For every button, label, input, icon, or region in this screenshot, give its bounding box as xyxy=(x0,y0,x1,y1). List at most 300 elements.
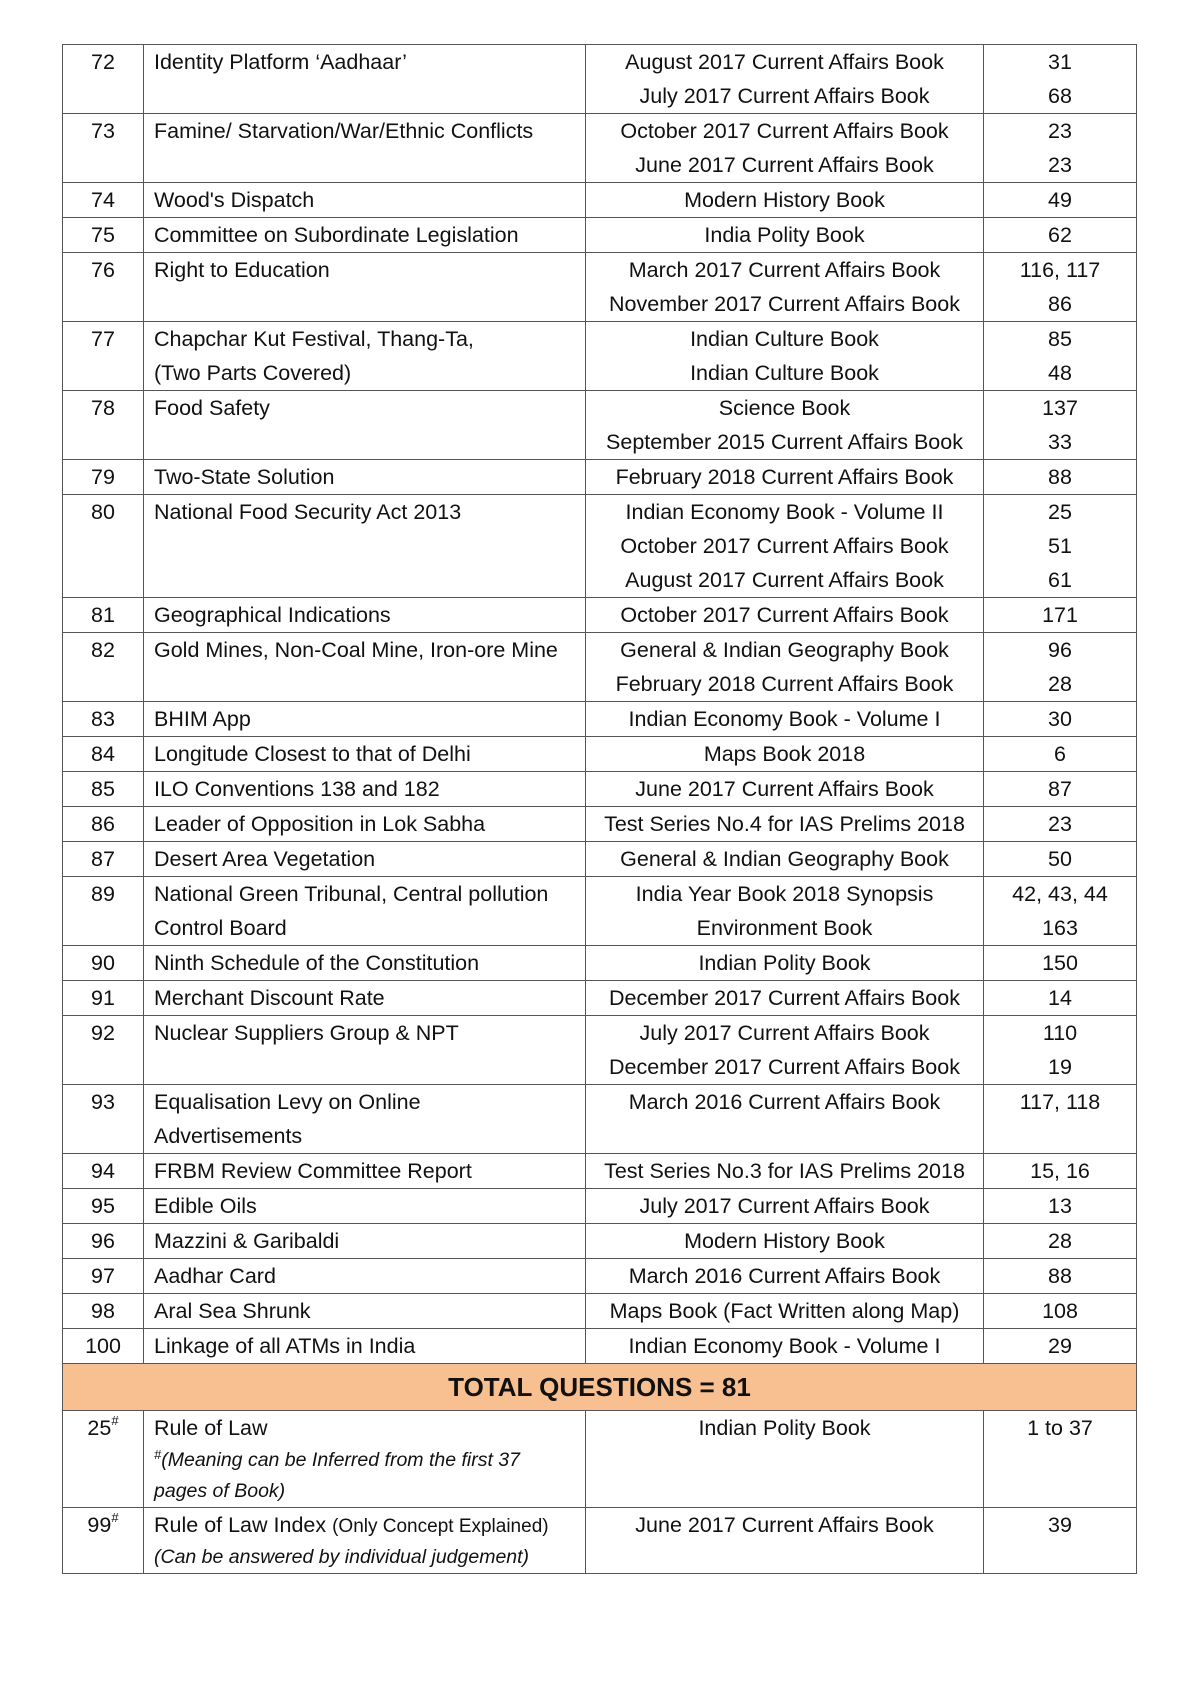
table-row xyxy=(63,183,1137,218)
source-book-cell-line: March 2016 Current Affairs Book xyxy=(628,1264,941,1288)
topic-cell xyxy=(144,218,586,253)
topic-cell-line: Aadhar Card xyxy=(154,1264,276,1288)
page-number-cell-line: 14 xyxy=(1048,986,1072,1010)
topic-cell xyxy=(144,1508,586,1574)
topic-cell-line: Desert Area Vegetation xyxy=(154,847,376,871)
page-number-cell xyxy=(984,1016,1137,1085)
topic-cell xyxy=(144,1154,586,1189)
topic-cell-line: Control Board xyxy=(154,916,287,940)
table-row xyxy=(63,598,1137,633)
page-number-cell-line: 116, 117 xyxy=(1019,258,1101,282)
table-row xyxy=(63,1016,1137,1085)
source-book-cell xyxy=(586,218,984,253)
source-book-cell-line: August 2017 Current Affairs Book xyxy=(625,568,944,592)
question-number-text: 96 xyxy=(91,1229,115,1253)
topic-note xyxy=(154,1542,585,1573)
total-questions-label: TOTAL QUESTIONS = 81 xyxy=(63,1364,1137,1411)
page-number-cell-line: 163 xyxy=(1042,916,1078,940)
table-row xyxy=(63,1329,1137,1364)
table-row-extra xyxy=(63,1508,1137,1574)
source-book-cell-line: Indian Economy Book - Volume I xyxy=(628,707,941,731)
source-book-cell xyxy=(586,946,984,981)
page-number-cell xyxy=(984,218,1137,253)
topic-cell-line: Right to Education xyxy=(154,258,330,282)
topic-cell-line: Identity Platform ‘Aadhaar’ xyxy=(154,50,407,74)
question-number xyxy=(63,45,144,114)
topic-cell xyxy=(144,981,586,1016)
topic-cell xyxy=(144,1189,586,1224)
source-book-cell-line: Test Series No.3 for IAS Prelims 2018 xyxy=(604,1159,965,1183)
question-number xyxy=(63,737,144,772)
topic-cell xyxy=(144,114,586,183)
question-number-text: 100 xyxy=(85,1334,121,1358)
question-number xyxy=(63,598,144,633)
page-number-cell-line: 86 xyxy=(1048,292,1072,316)
total-questions-row xyxy=(63,1364,1137,1411)
topic-cell-line: Merchant Discount Rate xyxy=(154,986,385,1010)
question-number-text: 82 xyxy=(91,638,115,662)
page-number-cell xyxy=(984,737,1137,772)
page-number-cell-line: 23 xyxy=(1048,812,1072,836)
question-number xyxy=(63,1329,144,1364)
topic-cell-line: National Green Tribunal, Central pollution xyxy=(154,882,549,906)
source-book-cell-line: Environment Book xyxy=(696,916,873,940)
page-number-cell xyxy=(984,1294,1137,1329)
question-number-text: 98 xyxy=(91,1299,115,1323)
question-number-text: 99 xyxy=(87,1513,112,1537)
table-row xyxy=(63,877,1137,946)
answer-source-table xyxy=(62,44,1137,1574)
topic-cell-line: Food Safety xyxy=(154,396,270,420)
question-number-text: 92 xyxy=(91,1021,115,1045)
page-number-cell-line: 88 xyxy=(1048,465,1072,489)
source-book-cell-line: Modern History Book xyxy=(684,188,885,212)
topic-cell-line: Nuclear Suppliers Group & NPT xyxy=(154,1021,459,1045)
page-number-cell xyxy=(984,1224,1137,1259)
page-number-cell-line: 51 xyxy=(1048,534,1072,558)
source-book-cell xyxy=(586,633,984,702)
table-row xyxy=(63,633,1137,702)
question-number xyxy=(63,253,144,322)
topic-note xyxy=(154,1476,585,1507)
source-book-cell-line: June 2017 Current Affairs Book xyxy=(635,1513,934,1537)
topic-text: Rule of Law Index xyxy=(154,1513,333,1537)
source-book-cell-line: October 2017 Current Affairs Book xyxy=(620,119,949,143)
topic-cell xyxy=(144,772,586,807)
question-number-line xyxy=(63,1508,143,1542)
page-number-cell xyxy=(984,598,1137,633)
question-number-text: 78 xyxy=(91,396,115,420)
source-book-cell-line: February 2018 Current Affairs Book xyxy=(615,672,954,696)
topic-qualifier: (Only Concept Explained) xyxy=(332,1516,549,1537)
question-number-text: 73 xyxy=(91,119,115,143)
topic-text: Rule of Law xyxy=(154,1416,268,1440)
topic-cell xyxy=(144,807,586,842)
source-book-cell xyxy=(586,45,984,114)
topic-cell xyxy=(144,1224,586,1259)
topic-cell xyxy=(144,1294,586,1329)
topic-cell-line: Mazzini & Garibaldi xyxy=(154,1229,340,1253)
page-number-cell-line: 85 xyxy=(1048,327,1072,351)
topic-cell-line: (Two Parts Covered) xyxy=(154,361,352,385)
source-book-cell-line: November 2017 Current Affairs Book xyxy=(609,292,960,316)
source-book-cell-line: Indian Economy Book - Volume II xyxy=(625,500,944,524)
source-book-cell xyxy=(586,114,984,183)
source-book-cell-line: General & Indian Geography Book xyxy=(620,847,949,871)
topic-cell xyxy=(144,45,586,114)
question-number-text: 76 xyxy=(91,258,115,282)
question-number xyxy=(63,1085,144,1154)
topic-cell-line: Edible Oils xyxy=(154,1194,257,1218)
question-number-text: 85 xyxy=(91,777,115,801)
page-number-cell-line: 31 xyxy=(1048,50,1072,74)
footnote-mark: # xyxy=(111,1413,119,1428)
question-number-text: 93 xyxy=(91,1090,115,1114)
source-book-cell-line: October 2017 Current Affairs Book xyxy=(620,603,949,627)
source-book-cell-line: Maps Book 2018 xyxy=(703,742,866,766)
question-number-text: 95 xyxy=(91,1194,115,1218)
table-row xyxy=(63,1189,1137,1224)
topic-cell xyxy=(144,391,586,460)
source-book-cell xyxy=(586,1329,984,1364)
page-number-cell-line: 30 xyxy=(1048,707,1072,731)
page-number-cell-line: 1 to 37 xyxy=(1027,1416,1093,1440)
source-book-cell xyxy=(586,1016,984,1085)
page-number-cell-line: 50 xyxy=(1048,847,1072,871)
topic-line xyxy=(154,1508,585,1542)
topic-cell-line: Committee on Subordinate Legislation xyxy=(154,223,519,247)
topic-cell xyxy=(144,633,586,702)
page-number-cell-line: 108 xyxy=(1042,1299,1078,1323)
source-book-cell-line: Indian Polity Book xyxy=(698,951,871,975)
topic-cell xyxy=(144,322,586,391)
question-number xyxy=(63,391,144,460)
source-book-cell-line: July 2017 Current Affairs Book xyxy=(639,84,930,108)
topic-note-text: pages of Book) xyxy=(154,1480,286,1502)
page-number-cell-line: 29 xyxy=(1048,1334,1072,1358)
question-number xyxy=(63,981,144,1016)
page-number-cell-line: 13 xyxy=(1048,1194,1072,1218)
topic-cell-line: Gold Mines, Non-Coal Mine, Iron-ore Mine xyxy=(154,638,558,662)
topic-cell xyxy=(144,946,586,981)
question-number xyxy=(63,946,144,981)
page-number-cell xyxy=(984,842,1137,877)
question-number-text: 89 xyxy=(91,882,115,906)
source-book-cell-line: India Year Book 2018 Synopsis xyxy=(635,882,934,906)
table-row xyxy=(63,1224,1137,1259)
source-book-cell-line: October 2017 Current Affairs Book xyxy=(620,534,949,558)
page-number-cell-line: 42, 43, 44 xyxy=(1012,882,1108,906)
question-number-text: 94 xyxy=(91,1159,115,1183)
page-number-cell xyxy=(984,183,1137,218)
question-number-text: 72 xyxy=(91,50,115,74)
source-book-cell xyxy=(586,391,984,460)
topic-note xyxy=(154,1445,585,1476)
question-number-text: 84 xyxy=(91,742,115,766)
table-row xyxy=(63,1085,1137,1154)
topic-cell xyxy=(144,737,586,772)
page-number-cell-line: 96 xyxy=(1048,638,1072,662)
question-number xyxy=(63,1294,144,1329)
question-number xyxy=(63,495,144,598)
question-number-text: 83 xyxy=(91,707,115,731)
source-book-cell xyxy=(586,772,984,807)
page-number-cell-line: 150 xyxy=(1042,951,1078,975)
topic-cell-line: Longitude Closest to that of Delhi xyxy=(154,742,471,766)
source-book-cell xyxy=(586,1411,984,1508)
source-book-cell-line: June 2017 Current Affairs Book xyxy=(635,777,934,801)
table-body xyxy=(63,45,1137,1574)
source-book-cell-line: March 2017 Current Affairs Book xyxy=(628,258,941,282)
table-row xyxy=(63,253,1137,322)
table-row xyxy=(63,772,1137,807)
topic-cell-line: ILO Conventions 138 and 182 xyxy=(154,777,440,801)
page-number-cell xyxy=(984,946,1137,981)
source-book-cell xyxy=(586,1085,984,1154)
topic-cell xyxy=(144,842,586,877)
source-book-cell xyxy=(586,981,984,1016)
page-number-cell-line: 61 xyxy=(1048,568,1072,592)
topic-cell-line: Linkage of all ATMs in India xyxy=(154,1334,416,1358)
topic-cell-line: Leader of Opposition in Lok Sabha xyxy=(154,812,486,836)
topic-cell-line: Ninth Schedule of the Constitution xyxy=(154,951,480,975)
source-book-cell-line: August 2017 Current Affairs Book xyxy=(625,50,944,74)
question-number-text: 86 xyxy=(91,812,115,836)
question-number-text: 81 xyxy=(91,603,115,627)
source-book-cell xyxy=(586,598,984,633)
page-number-cell xyxy=(984,981,1137,1016)
page-number-cell-line: 28 xyxy=(1048,1229,1072,1253)
question-number xyxy=(63,1016,144,1085)
question-number-text: 25 xyxy=(87,1416,112,1440)
topic-cell xyxy=(144,1329,586,1364)
question-number xyxy=(63,1411,144,1508)
question-number-text: 74 xyxy=(91,188,115,212)
table-row xyxy=(63,981,1137,1016)
source-book-cell xyxy=(586,737,984,772)
topic-cell xyxy=(144,598,586,633)
topic-note-text: (Meaning can be Inferred from the first 37 xyxy=(161,1449,520,1471)
question-number xyxy=(63,322,144,391)
page-number-cell-line: 117, 118 xyxy=(1019,1090,1101,1114)
topic-cell xyxy=(144,1085,586,1154)
question-number xyxy=(63,1508,144,1574)
source-book-cell xyxy=(586,322,984,391)
page-number-cell xyxy=(984,391,1137,460)
question-number xyxy=(63,877,144,946)
topic-cell-line: Chapchar Kut Festival, Thang-Ta, xyxy=(154,327,474,351)
table-row xyxy=(63,114,1137,183)
question-number-text: 79 xyxy=(91,465,115,489)
source-book-cell xyxy=(586,1154,984,1189)
table-row xyxy=(63,1259,1137,1294)
source-book-cell-line: Indian Culture Book xyxy=(690,327,879,351)
question-number xyxy=(63,1189,144,1224)
question-number xyxy=(63,702,144,737)
source-book-cell-line: Modern History Book xyxy=(684,1229,885,1253)
page-number-cell xyxy=(984,877,1137,946)
topic-cell-line: Two-State Solution xyxy=(154,465,335,489)
source-book-cell xyxy=(586,495,984,598)
page-number-cell-line: 110 xyxy=(1042,1021,1078,1045)
question-number xyxy=(63,1259,144,1294)
source-book-cell-line: December 2017 Current Affairs Book xyxy=(609,1055,960,1079)
question-number-text: 87 xyxy=(91,847,115,871)
question-number xyxy=(63,218,144,253)
topic-cell-line: Wood's Dispatch xyxy=(154,188,315,212)
source-book-cell-line: December 2017 Current Affairs Book xyxy=(609,986,960,1010)
page-number-cell-line: 23 xyxy=(1048,119,1072,143)
source-book-cell xyxy=(586,460,984,495)
page-number-cell xyxy=(984,1189,1137,1224)
topic-cell xyxy=(144,702,586,737)
source-book-cell-line: March 2016 Current Affairs Book xyxy=(628,1090,941,1114)
page-number-cell-line: 137 xyxy=(1042,396,1078,420)
table-row xyxy=(63,1154,1137,1189)
page-number-cell-line: 49 xyxy=(1048,188,1072,212)
topic-cell-line: Equalisation Levy on Online xyxy=(154,1090,421,1114)
question-number xyxy=(63,772,144,807)
source-book-cell-line: Indian Economy Book - Volume I xyxy=(628,1334,941,1358)
topic-cell xyxy=(144,1016,586,1085)
page-number-cell xyxy=(984,702,1137,737)
topic-cell-line: BHIM App xyxy=(154,707,251,731)
footnote-mark: # xyxy=(111,1510,119,1525)
table-row xyxy=(63,1294,1137,1329)
question-number xyxy=(63,114,144,183)
topic-cell-line: Advertisements xyxy=(154,1124,303,1148)
topic-cell xyxy=(144,495,586,598)
source-book-cell xyxy=(586,1189,984,1224)
page-number-cell xyxy=(984,1508,1137,1574)
page-number-cell xyxy=(984,807,1137,842)
topic-line xyxy=(154,1411,585,1445)
question-number xyxy=(63,460,144,495)
topic-cell-line: Famine/ Starvation/War/Ethnic Conflicts xyxy=(154,119,534,143)
table-row xyxy=(63,322,1137,391)
page-number-cell xyxy=(984,1329,1137,1364)
page-number-cell xyxy=(984,1411,1137,1508)
question-number xyxy=(63,633,144,702)
page-number-cell xyxy=(984,633,1137,702)
table-row xyxy=(63,702,1137,737)
page-number-cell xyxy=(984,1259,1137,1294)
page-number-cell-line: 33 xyxy=(1048,430,1072,454)
page-number-cell-line: 15, 16 xyxy=(1030,1159,1090,1183)
page-number-cell-line: 87 xyxy=(1048,777,1072,801)
table-row-extra xyxy=(63,1411,1137,1508)
page-number-cell-line: 6 xyxy=(1054,742,1066,766)
topic-cell xyxy=(144,877,586,946)
table-row xyxy=(63,495,1137,598)
table-row xyxy=(63,946,1137,981)
source-book-cell-line: September 2015 Current Affairs Book xyxy=(606,430,963,454)
source-book-cell-line: Test Series No.4 for IAS Prelims 2018 xyxy=(604,812,965,836)
table-row xyxy=(63,737,1137,772)
question-number-text: 75 xyxy=(91,223,115,247)
source-book-cell xyxy=(586,842,984,877)
topic-cell-line: FRBM Review Committee Report xyxy=(154,1159,472,1183)
source-book-cell xyxy=(586,1259,984,1294)
source-book-cell-line: July 2017 Current Affairs Book xyxy=(639,1194,930,1218)
page-number-cell xyxy=(984,460,1137,495)
question-number-text: 77 xyxy=(91,327,115,351)
source-book-cell-line: February 2018 Current Affairs Book xyxy=(615,465,954,489)
question-number-text: 97 xyxy=(91,1264,115,1288)
page-number-cell-line: 39 xyxy=(1048,1513,1072,1537)
question-number-text: 80 xyxy=(91,500,115,524)
question-number-text: 91 xyxy=(91,986,115,1010)
source-book-cell xyxy=(586,1508,984,1574)
source-book-cell xyxy=(586,702,984,737)
source-book-cell xyxy=(586,183,984,218)
page-number-cell xyxy=(984,253,1137,322)
question-number xyxy=(63,183,144,218)
question-number-text: 90 xyxy=(91,951,115,975)
page-number-cell-line: 88 xyxy=(1048,1264,1072,1288)
page-number-cell-line: 28 xyxy=(1048,672,1072,696)
page-number-cell xyxy=(984,114,1137,183)
source-book-cell xyxy=(586,807,984,842)
page-number-cell-line: 25 xyxy=(1048,500,1072,524)
source-book-cell xyxy=(586,253,984,322)
question-number xyxy=(63,842,144,877)
question-number xyxy=(63,807,144,842)
topic-cell xyxy=(144,460,586,495)
source-book-cell-line: India Polity Book xyxy=(704,223,865,247)
page-number-cell xyxy=(984,495,1137,598)
table-row xyxy=(63,391,1137,460)
topic-cell xyxy=(144,253,586,322)
source-book-cell-line: General & Indian Geography Book xyxy=(620,638,949,662)
topic-cell-line: Aral Sea Shrunk xyxy=(154,1299,311,1323)
page-number-cell xyxy=(984,45,1137,114)
question-number-line xyxy=(63,1411,143,1445)
topic-cell xyxy=(144,183,586,218)
table-row xyxy=(63,45,1137,114)
source-book-cell-line: Maps Book (Fact Written along Map) xyxy=(609,1299,960,1323)
topic-cell-line: National Food Security Act 2013 xyxy=(154,500,462,524)
footnote-mark: # xyxy=(154,1447,162,1462)
document-page xyxy=(62,44,1136,1574)
page-number-cell-line: 62 xyxy=(1048,223,1072,247)
question-number xyxy=(63,1224,144,1259)
page-number-cell xyxy=(984,322,1137,391)
topic-cell-line: Geographical Indications xyxy=(154,603,391,627)
page-number-cell xyxy=(984,1085,1137,1154)
table-row xyxy=(63,807,1137,842)
source-book-cell-line: Science Book xyxy=(718,396,851,420)
table-row xyxy=(63,842,1137,877)
page-number-cell xyxy=(984,1154,1137,1189)
source-book-cell-line: July 2017 Current Affairs Book xyxy=(639,1021,930,1045)
page-number-cell-line: 171 xyxy=(1042,603,1078,627)
source-book-cell-line: Indian Polity Book xyxy=(698,1416,871,1440)
page-number-cell-line: 19 xyxy=(1048,1055,1072,1079)
topic-cell xyxy=(144,1411,586,1508)
page-number-cell-line: 23 xyxy=(1048,153,1072,177)
source-book-cell-line: June 2017 Current Affairs Book xyxy=(635,153,934,177)
topic-cell xyxy=(144,1259,586,1294)
source-book-cell xyxy=(586,1294,984,1329)
topic-note-text: (Can be answered by individual judgement) xyxy=(154,1546,530,1568)
source-book-cell xyxy=(586,1224,984,1259)
table-row xyxy=(63,460,1137,495)
table-row xyxy=(63,218,1137,253)
page-number-cell-line: 48 xyxy=(1048,361,1072,385)
page-number-cell-line: 68 xyxy=(1048,84,1072,108)
page-number-cell xyxy=(984,772,1137,807)
